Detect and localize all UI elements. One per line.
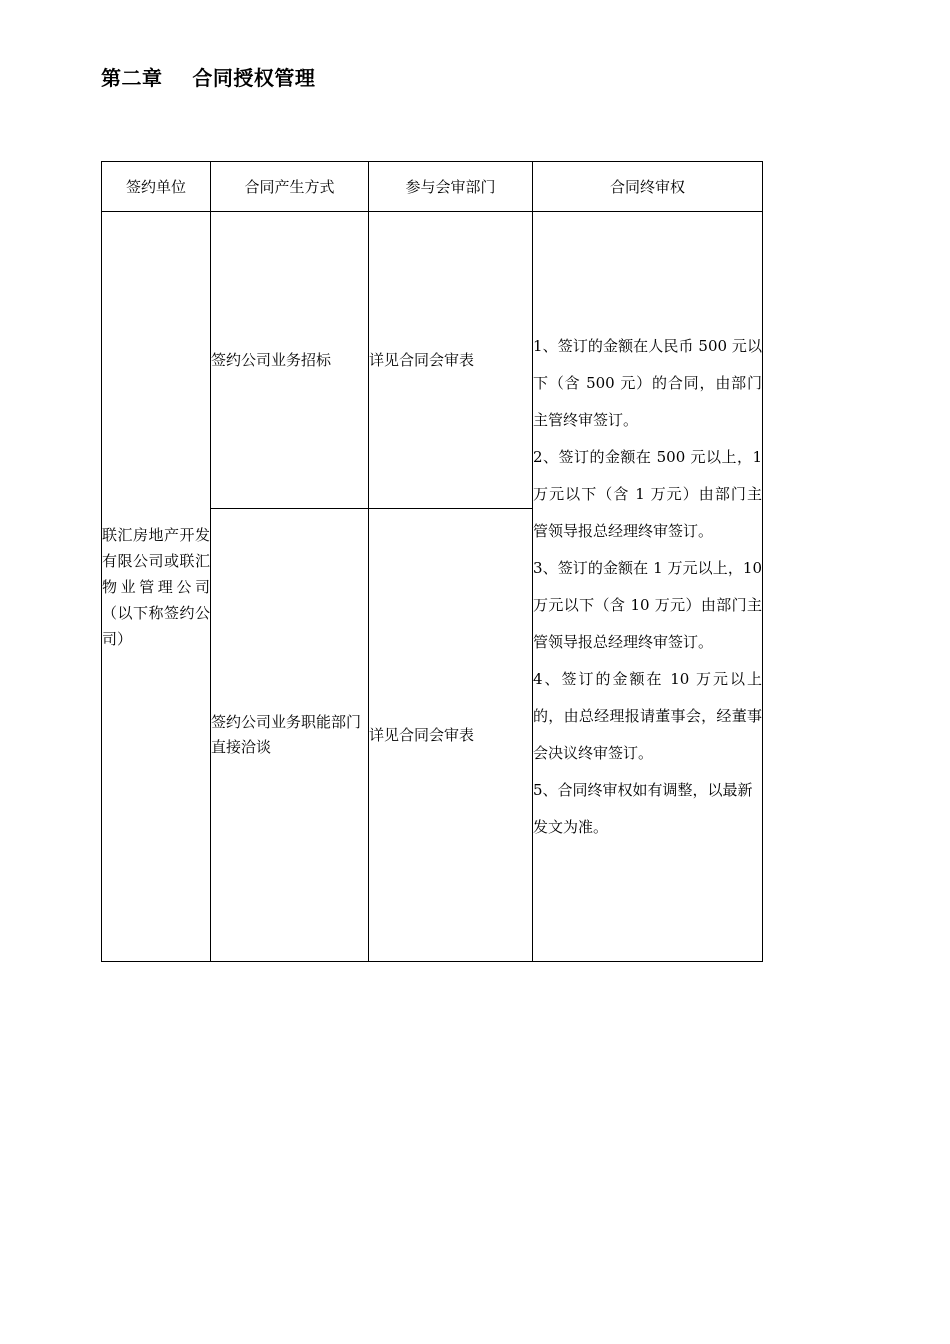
header-signing-unit: 签约单位 bbox=[102, 162, 211, 212]
method-cell-tender: 签约公司业务招标 bbox=[211, 212, 369, 509]
department-cell-direct-negotiation: 详见合同会审表 bbox=[369, 509, 533, 962]
final-authority-cell bbox=[533, 212, 763, 962]
header-review-departments: 参与会审部门 bbox=[369, 162, 533, 212]
chapter-title: 第二章 合同授权管理 bbox=[101, 66, 316, 90]
header-contract-method: 合同产生方式 bbox=[211, 162, 369, 212]
department-cell-tender: 详见合同会审表 bbox=[369, 212, 533, 509]
method-cell-direct-negotiation: 签约公司业务职能部门直接洽谈 bbox=[211, 509, 369, 962]
authority-rule-3: 3、签订的金额在 1 万元以上，10 万元以下（含 10 万元）由部门主管领导报总经理终审签订。 bbox=[533, 558, 762, 651]
contract-authorization-table bbox=[101, 161, 763, 962]
authority-rule-2: 2、签订的金额在 500 元以上，1 万元以下（含 1 万元）由部门主管领导报总经理终审签订。 bbox=[533, 447, 762, 540]
authority-rule-5: 5、合同终审权如有调整，以最新发文为准。 bbox=[533, 780, 753, 836]
signing-unit-cell: 联汇房地产开发有限公司或联汇物业管理公司（以下称签约公司） bbox=[102, 212, 211, 962]
header-final-authority: 合同终审权 bbox=[533, 162, 763, 212]
authority-rule-4: 4、签订的金额在 10 万元以上的，由总经理报请董事会，经董事会决议终审签订。 bbox=[533, 669, 762, 762]
table-row bbox=[102, 212, 763, 509]
table-header-row bbox=[102, 162, 763, 212]
authority-rule-1: 1、签订的金额在人民币 500 元以下（含 500 元）的合同，由部门主管终审签订。 bbox=[533, 336, 762, 429]
